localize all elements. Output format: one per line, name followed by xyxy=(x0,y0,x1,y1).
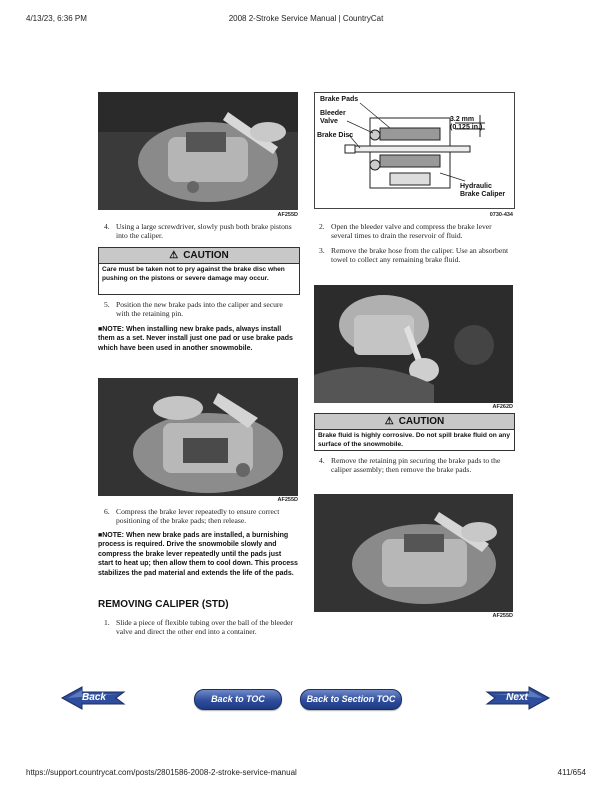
step-number: 4. xyxy=(104,222,110,231)
step-text: Open the bleeder valve and compress the brake lever several times to drain the reservoir of fluid. xyxy=(331,222,492,240)
back-label: Back xyxy=(82,692,106,703)
label-bleeder-valve: Bleeder Valve xyxy=(320,110,346,125)
label-hydraulic-caliper: Hydraulic Brake Caliper xyxy=(460,183,506,198)
brake-caliper-photo-4 xyxy=(314,494,513,612)
step-text: Position the new brake pads into the caliper and secure with the retaining pin. xyxy=(116,300,283,318)
back-button[interactable] xyxy=(60,686,128,710)
caliper-diagram xyxy=(314,92,515,209)
step-1-left xyxy=(104,618,298,648)
step-2-right xyxy=(319,222,513,242)
brake-caliper-photo-1 xyxy=(98,92,298,210)
caution-box-2 xyxy=(314,413,515,451)
diagram-code: 0730-434 xyxy=(489,212,513,218)
step-number: 4. xyxy=(319,456,325,465)
label-brake-pads: Brake Pads xyxy=(320,96,359,103)
next-label: Next xyxy=(506,692,528,703)
print-page-title: 2008 2-Stroke Service Manual | CountryCat xyxy=(228,14,384,23)
photo-code-2: AF255D xyxy=(277,497,298,503)
step-4-left xyxy=(104,222,298,242)
step-text: Compress the brake lever repeatedly to ensure correct positioning of the brake pads; then release. xyxy=(116,507,280,525)
step-3-right xyxy=(319,246,513,276)
caution-text: Care must be taken not to pry against the brake disc when pushing on the pistons or severe damage may occur. xyxy=(102,266,285,282)
photo-code-3: AF262D xyxy=(492,404,513,410)
label-brake-disc: Brake Disc xyxy=(317,132,354,139)
warning-triangle-icon: ⚠ xyxy=(384,416,394,427)
step-4-right xyxy=(319,456,513,486)
label-measurement: 3.2 mm (0.125 in.) xyxy=(450,116,483,131)
page-number: 411/654 xyxy=(557,768,586,777)
caution-header xyxy=(99,248,299,264)
caution-header xyxy=(315,414,514,430)
caution-text: Brake fluid is highly corrosive. Do not spill brake fluid on any surface of the snowmobile. xyxy=(318,432,510,448)
step-number: 2. xyxy=(319,222,325,231)
caution-box-1 xyxy=(98,247,300,295)
step-5-left xyxy=(104,300,298,320)
step-text: Using a large screwdriver, slowly push both brake pistons into the caliper. xyxy=(116,222,292,240)
brake-caliper-photo-2 xyxy=(98,378,298,496)
step-text: Slide a piece of flexible tubing over the ball of the bleeder valve and direct the other end into a container. xyxy=(116,618,293,636)
back-to-toc-button[interactable]: Back to TOC xyxy=(194,689,282,710)
step-6-left xyxy=(104,507,298,527)
print-datetime: 4/13/23, 6:36 PM xyxy=(26,14,87,23)
note-1: ■NOTE: When installing new brake pads, always install them as a set. Never install just one pad or use brake pads which have been used in another snowmobile. xyxy=(98,326,293,352)
step-number: 5. xyxy=(104,300,110,309)
warning-triangle-icon: ⚠ xyxy=(169,250,179,261)
caution-title: CAUTION xyxy=(398,416,445,427)
photo-code-4: AF255D xyxy=(492,613,513,619)
step-number: 1. xyxy=(104,618,110,627)
section-heading: REMOVING CALIPER (STD) xyxy=(98,599,229,610)
page-url[interactable]: https://support.countrycat.com/posts/2801586-2008-2-stroke-service-manual xyxy=(26,768,297,777)
step-number: 6. xyxy=(104,507,110,516)
caution-title: CAUTION xyxy=(183,250,229,261)
step-text: Remove the brake hose from the caliper. Use an absorbent towel to collect any remaining brake fluid. xyxy=(331,246,509,264)
back-to-section-toc-button[interactable]: Back to Section TOC xyxy=(300,689,402,710)
brake-caliper-photo-3 xyxy=(314,285,513,403)
next-button[interactable] xyxy=(483,686,551,710)
step-number: 3. xyxy=(319,246,325,255)
note-2: ■NOTE: When new brake pads are installed, a burnishing process is required. Drive the snowmobile slowly and compress the brake lever repeatedly until the pads just start to heat up; then allow them to cool down. This process stabilizes the pad material and extends the life of the pads. xyxy=(98,532,298,577)
step-text: Remove the retaining pin securing the brake pads to the caliper assembly; then remove the brake pads. xyxy=(331,456,501,474)
photo-code-1: AF255D xyxy=(277,212,298,218)
